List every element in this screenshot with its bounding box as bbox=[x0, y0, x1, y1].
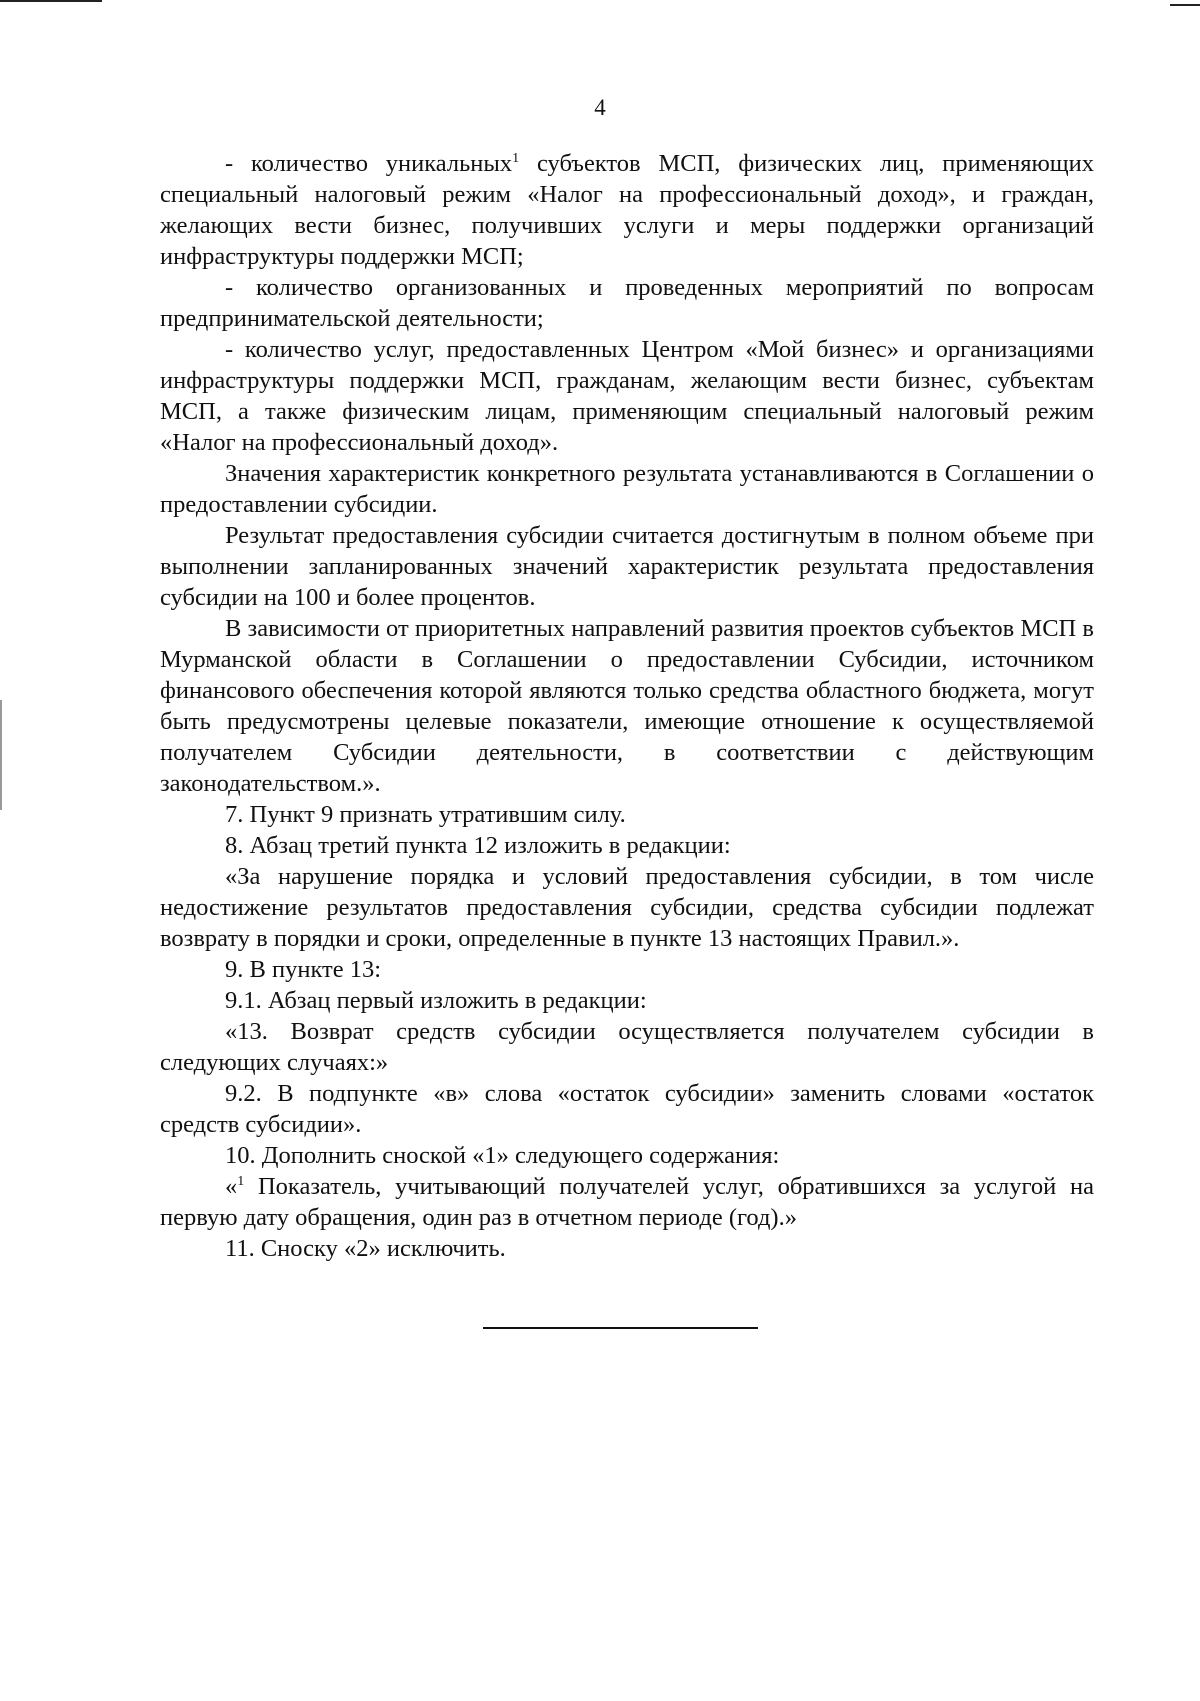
paragraph-item-9-1: 9.1. Абзац первый изложить в редакции: bbox=[225, 987, 647, 1014]
scan-artifact-top-right bbox=[1170, 4, 1200, 6]
paragraph-item-11: 11. Сноску «2» исключить. bbox=[225, 1235, 506, 1262]
scan-artifact-left-edge bbox=[0, 700, 2, 810]
paragraph-footnote-text bbox=[160, 1171, 1094, 1233]
paragraph-text: Показатель, учитывающий получателей услуг, обратившихся за услугой на первую дату обращения, один раз в отчетном периоде (год).» bbox=[160, 1173, 1094, 1231]
paragraph-services-count: - количество услуг, предоставленных Центром «Мой бизнес» и организациями инфраструктуры поддержки МСП, гражданам, желающим вести бизнес, субъектам МСП, а также физическим лицам, применяющим специальный налоговый режим «Налог на профессиональный доход». bbox=[160, 336, 1094, 456]
closing-divider bbox=[483, 1327, 758, 1329]
paragraph-item-9: 9. В пункте 13: bbox=[225, 956, 382, 983]
footnote-mark: 1 bbox=[237, 1174, 245, 1189]
footnote-mark: 1 bbox=[512, 151, 520, 166]
paragraph-unique-subjects-count bbox=[160, 148, 1094, 272]
paragraph-result-values: Значения характеристик конкретного результата устанавливаются в Соглашении о предоставлении субсидии. bbox=[160, 460, 1094, 518]
paragraph-events-count: - количество организованных и проведенных мероприятий по вопросам предпринимательской деятельности; bbox=[160, 274, 1094, 332]
document-body bbox=[160, 148, 1094, 1264]
paragraph-result-achieved: Результат предоставления субсидии считается достигнутым в полном объеме при выполнении запланированных значений характеристик результата предоставления субсидии на 100 и более процентов. bbox=[160, 522, 1094, 611]
paragraph-item-9-1-quote: «13. Возврат средств субсидии осуществляется получателем субсидии в следующих случаях:» bbox=[160, 1018, 1094, 1076]
paragraph-item-8: 8. Абзац третий пункта 12 изложить в редакции: bbox=[225, 832, 731, 859]
paragraph-item-10: 10. Дополнить сноской «1» следующего содержания: bbox=[225, 1142, 780, 1169]
paragraph-text: « bbox=[225, 1173, 238, 1200]
paragraph-item-9-2: 9.2. В подпункте «в» слова «остаток субсидии» заменить словами «остаток средств субсидии». bbox=[160, 1080, 1094, 1138]
paragraph-text: - количество уникальных bbox=[225, 150, 513, 177]
page-number: 4 bbox=[594, 95, 606, 120]
scan-artifact-top-left bbox=[0, 0, 102, 2]
paragraph-item-8-quote: «За нарушение порядка и условий предоставления субсидии, в том числе недостижение результатов предоставления субсидии, средства субсидии подлежат возврату в порядки и сроки, определенные в пункте 13 настоящих Правил.». bbox=[160, 863, 1094, 952]
paragraph-text: субъектов МСП, физических лиц, применяющих специальный налоговый режим «Налог на профессиональный доход», и граждан, желающих вести бизнес, получивших услуги и меры поддержки организаций инфраструктуры поддержки МСП; bbox=[160, 150, 1094, 270]
paragraph-item-7: 7. Пункт 9 признать утратившим силу. bbox=[225, 801, 626, 828]
paragraph-target-indicators: В зависимости от приоритетных направлений развития проектов субъектов МСП в Мурманской области в Соглашении о предоставлении Субсидии, источником финансового обеспечения которой являются только средства областного бюджета, могут быть предусмотрены целевые показатели, имеющие отношение к осуществляемой получателем Субсидии деятельности, в соответствии с действующим законодательством.». bbox=[160, 615, 1094, 797]
